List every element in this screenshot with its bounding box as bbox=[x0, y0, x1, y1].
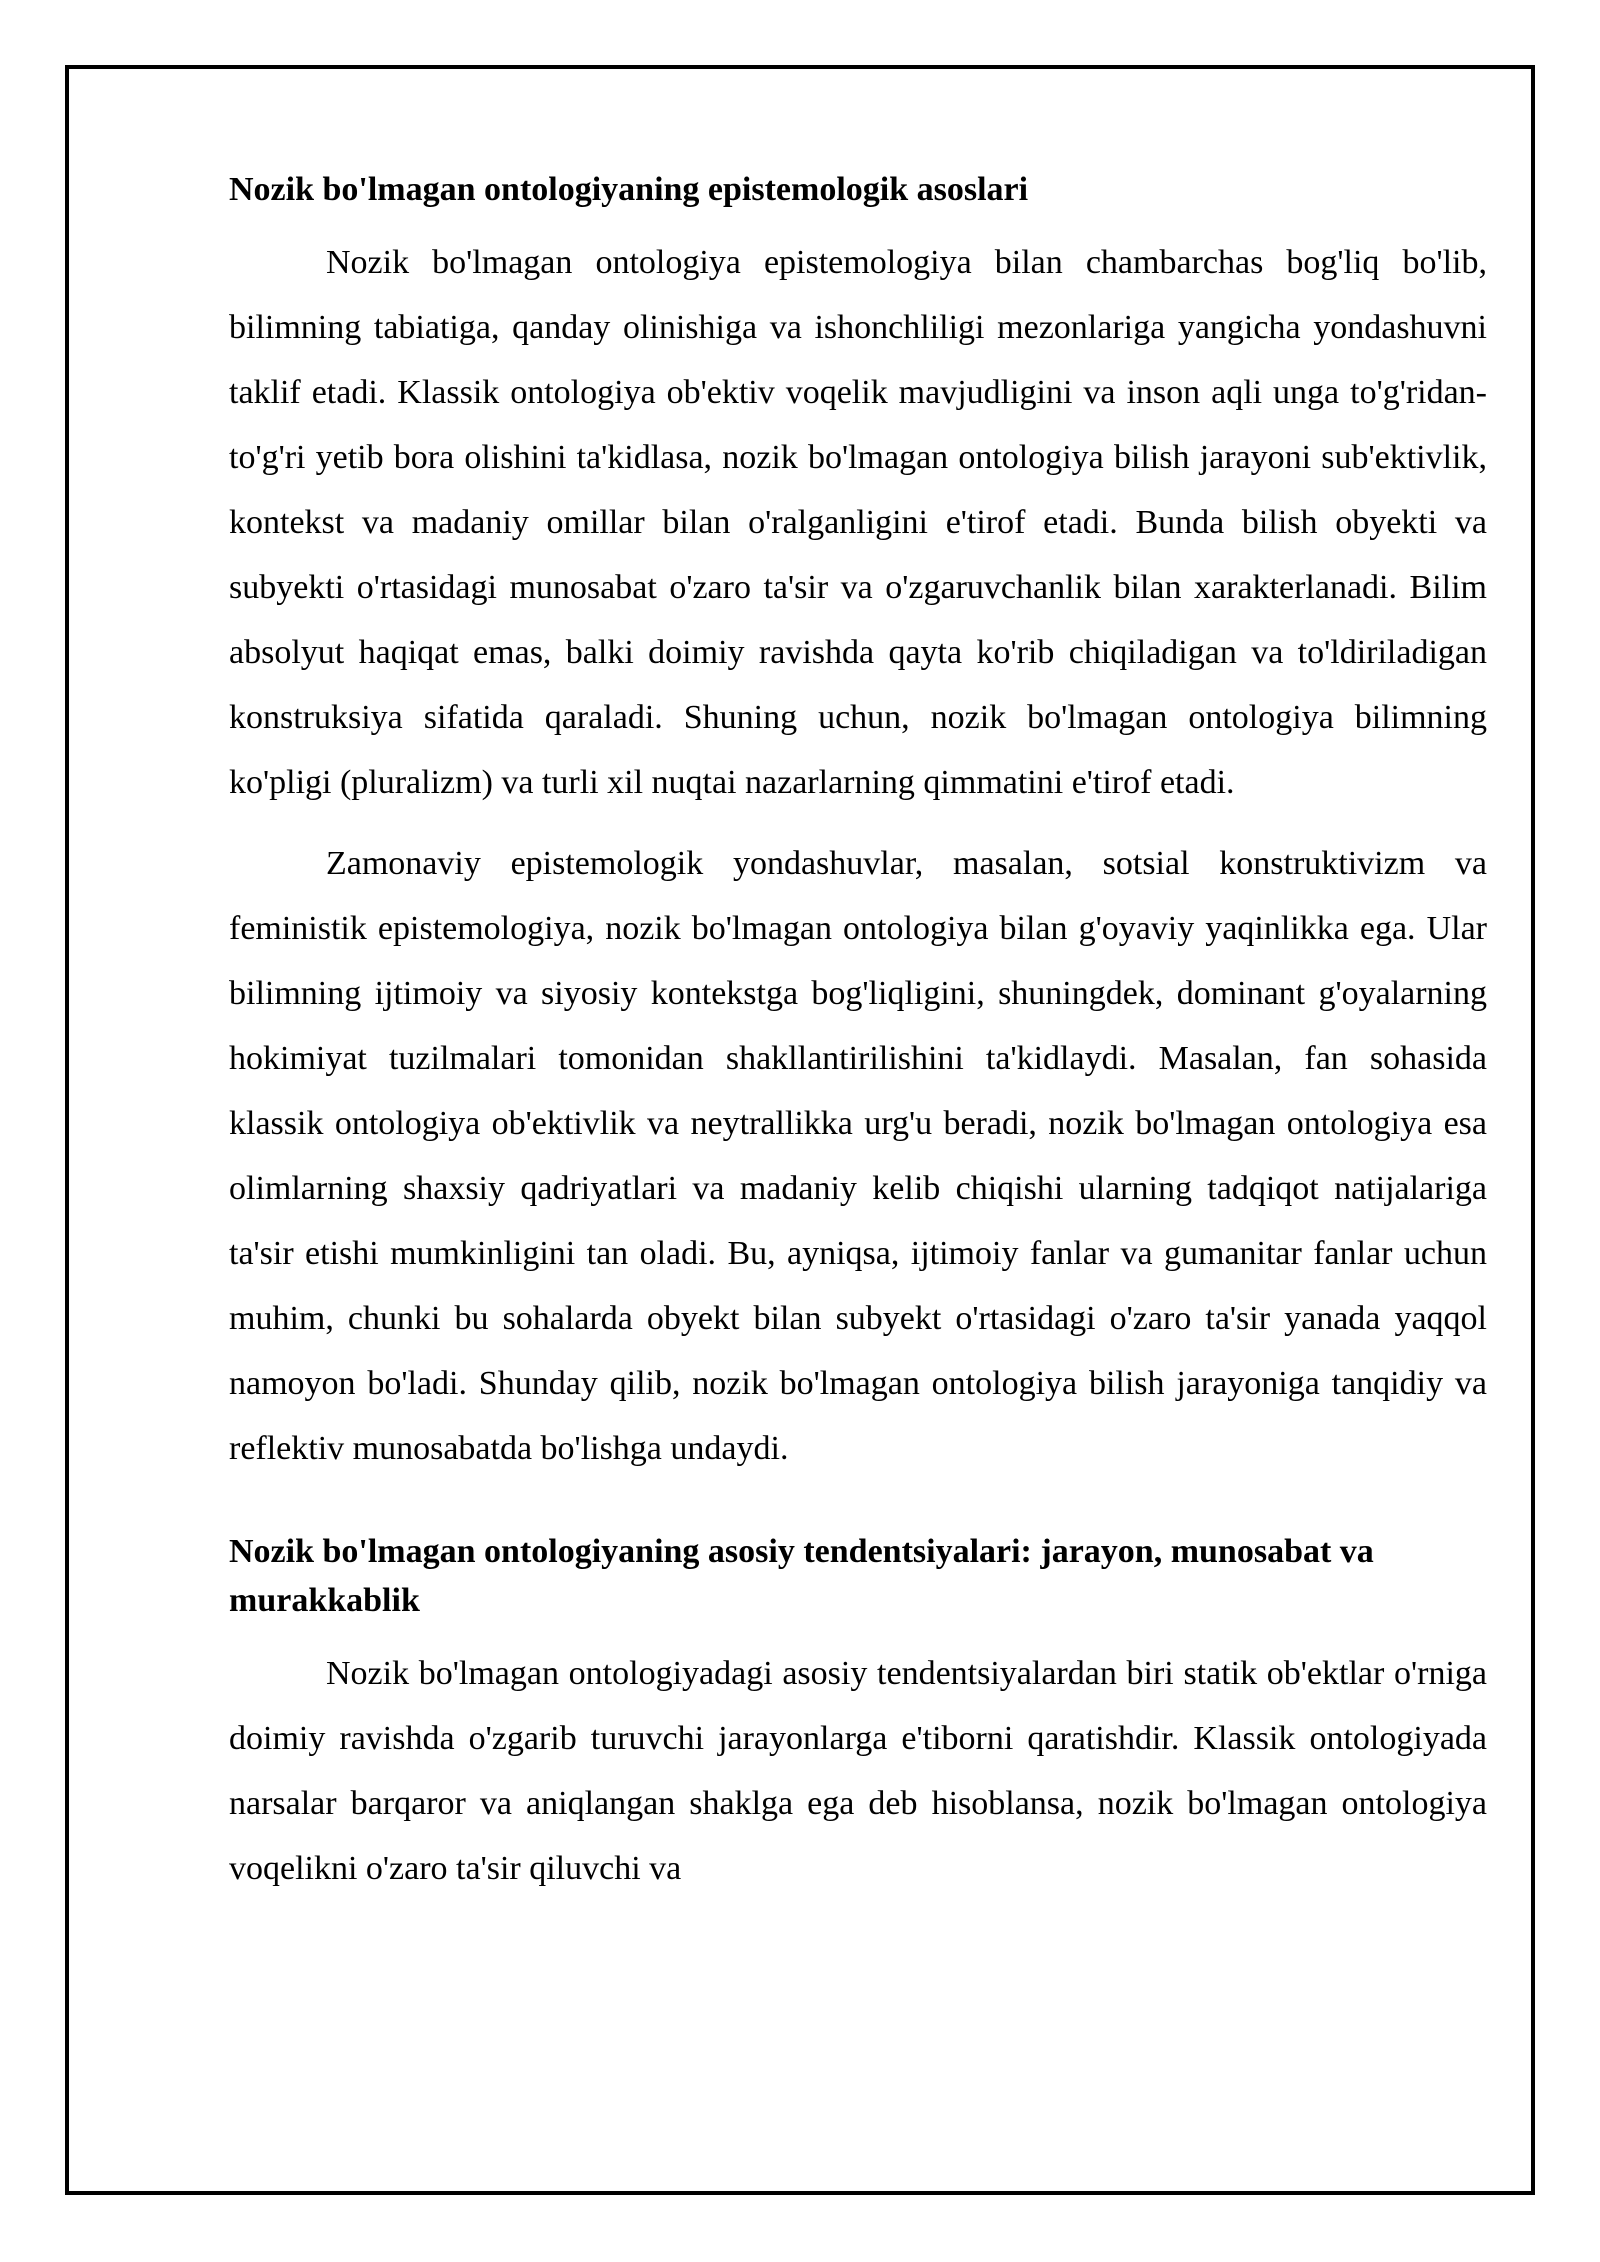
paragraph: Nozik bo'lmagan ontologiyadagi asosiy tendentsiyalardan biri statik ob'ektlar o'rniga doimiy ravishda o'zgarib turuvchi jarayonlarga e'tiborni qaratishdir. Klassik ontologiyada narsalar barqaror va aniqlangan shaklga ega deb hisoblansa, nozik bo'lmagan ontologiya voqelikni o'zaro ta'sir qiluvchi va bbox=[229, 1655, 1487, 1887]
document-body bbox=[229, 165, 1487, 1917]
paragraph: Zamonaviy epistemologik yondashuvlar, masalan, sotsial konstruktivizm va feministik epistemologiya, nozik bo'lmagan ontologiya bilan g'oyaviy yaqinlikka ega. Ular bilimning ijtimoiy va siyosiy kontekstga bog'liqligini, shuningdek, dominant g'oyalarning hokimiyat tuzilmalari tomonidan shakllantirilishini ta'kidlaydi. Masalan, fan sohasida klassik ontologiya ob'ektivlik va neytrallikka urg'u beradi, nozik bo'lmagan ontologiya esa olimlarning shaxsiy qadriyatlari va madaniy kelib chiqishi ularning tadqiqot natijalariga ta'sir etishi mumkinligini tan oladi. Bu, ayniqsa, ijtimoiy fanlar va gumanitar fanlar uchun muhim, chunki bu sohalarda obyekt bilan subyekt o'rtasidagi o'zaro ta'sir yanada yaqqol namoyon bo'ladi. Shunday qilib, nozik bo'lmagan ontologiya bilish jarayoniga tanqidiy va reflektiv munosabatda bo'lishga undaydi. bbox=[229, 845, 1487, 1467]
section-heading-epistemological-foundations: Nozik bo'lmagan ontologiyaning epistemologik asoslari bbox=[229, 171, 1029, 208]
paragraph: Nozik bo'lmagan ontologiya epistemologiya bilan chambarchas bog'liq bo'lib, bilimning tabiatiga, qanday olinishiga va ishonchliligi mezonlariga yangicha yondashuvni taklif etadi. Klassik ontologiya ob'ektiv voqelik mavjudligini va inson aqli unga to'g'ridan-to'g'ri yetib bora olishini ta'kidlasa, nozik bo'lmagan ontologiya bilish jarayoni sub'ektivlik, kontekst va madaniy omillar bilan o'ralganligini e'tirof etadi. Bunda bilish obyekti va subyekti o'rtasidagi munosabat o'zaro ta'sir va o'zgaruvchanlik bilan xarakterlanadi. Bilim absolyut haqiqat emas, balki doimiy ravishda qayta ko'rib chiqiladigan va to'ldiriladigan konstruksiya sifatida qaraladi. Shuning uchun, nozik bo'lmagan ontologiya bilimning ko'pligi (pluralizm) va turli xil nuqtai nazarlarning qimmatini e'tirof etadi. bbox=[229, 244, 1487, 801]
section-heading-main-tendencies: Nozik bo'lmagan ontologiyaning asosiy tendentsiyalari: jarayon, munosabat va murakkablik bbox=[229, 1533, 1374, 1619]
